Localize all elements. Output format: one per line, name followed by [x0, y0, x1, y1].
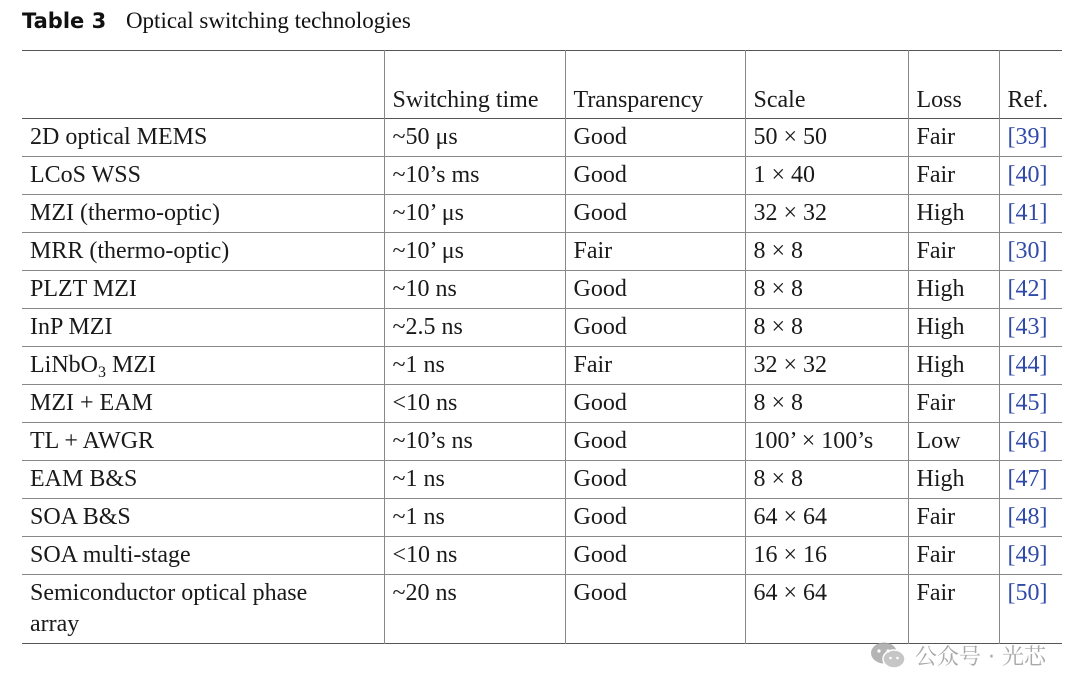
header-scale: Scale — [745, 51, 908, 119]
cell-technology: LCoS WSS — [30, 162, 141, 188]
cell-ref — [999, 385, 1062, 423]
cell-loss: High — [908, 195, 999, 233]
cell-loss: High — [908, 309, 999, 347]
cell-ref — [999, 119, 1062, 157]
cell-technology — [22, 347, 384, 385]
table-row — [22, 271, 1062, 309]
cell-scale: 64 × 64 — [745, 499, 908, 537]
table-number: Table 3 — [22, 9, 107, 33]
reference-link[interactable]: [49] — [1007, 542, 1048, 568]
table-caption — [22, 8, 411, 34]
cell-transparency: Good — [565, 461, 745, 499]
reference-link[interactable]: [40] — [1007, 162, 1048, 188]
header-loss: Loss — [908, 51, 999, 119]
cell-technology: InP MZI — [30, 314, 113, 340]
table-row — [22, 537, 1062, 575]
cell-loss: Fair — [908, 575, 999, 644]
table-row — [22, 157, 1062, 195]
cell-loss: High — [908, 347, 999, 385]
cell-transparency: Good — [565, 309, 745, 347]
cell-transparency: Good — [565, 385, 745, 423]
cell-transparency: Fair — [565, 347, 745, 385]
reference-link[interactable]: [47] — [1007, 466, 1048, 492]
cell-ref — [999, 499, 1062, 537]
cell-ref — [999, 271, 1062, 309]
cell-transparency: Good — [565, 271, 745, 309]
cell-ref — [999, 347, 1062, 385]
table-title: Optical switching technologies — [125, 8, 411, 33]
table-row — [22, 423, 1062, 461]
cell-scale: 1 × 40 — [745, 157, 908, 195]
cell-switching-time: <10 ns — [384, 537, 565, 575]
cell-loss: Fair — [908, 385, 999, 423]
cell-scale: 8 × 8 — [745, 461, 908, 499]
cell-switching-time: ~1 ns — [384, 461, 565, 499]
reference-link[interactable]: [43] — [1007, 314, 1048, 340]
cell-loss: Fair — [908, 537, 999, 575]
wechat-icon — [869, 641, 907, 671]
cell-technology: MRR (thermo-optic) — [30, 238, 230, 264]
cell-switching-time: ~10’ μs — [384, 233, 565, 271]
reference-link[interactable]: [46] — [1007, 428, 1048, 454]
cell-ref — [999, 195, 1062, 233]
tech-name-base: LiNbO — [30, 352, 98, 378]
cell-switching-time: ~2.5 ns — [384, 309, 565, 347]
cell-technology: SOA multi-stage — [30, 542, 191, 568]
subscript-3: 3 — [98, 364, 106, 381]
cell-scale: 8 × 8 — [745, 385, 908, 423]
cell-ref — [999, 575, 1062, 644]
cell-ref — [999, 461, 1062, 499]
table-row — [22, 195, 1062, 233]
reference-link[interactable]: [44] — [1007, 352, 1048, 378]
table-row — [22, 233, 1062, 271]
cell-switching-time: ~20 ns — [384, 575, 565, 644]
cell-transparency: Good — [565, 195, 745, 233]
cell-switching-time: ~10’ μs — [384, 195, 565, 233]
cell-scale: 64 × 64 — [745, 575, 908, 644]
cell-loss: Fair — [908, 499, 999, 537]
reference-link[interactable]: [50] — [1007, 580, 1048, 606]
cell-transparency: Good — [565, 423, 745, 461]
table-row — [22, 575, 1062, 644]
cell-scale: 8 × 8 — [745, 271, 908, 309]
cell-technology: TL + AWGR — [30, 428, 155, 454]
cell-transparency: Good — [565, 119, 745, 157]
reference-link[interactable]: [41] — [1007, 200, 1048, 226]
optical-switching-table — [22, 50, 1062, 644]
header-ref: Ref. — [999, 51, 1062, 119]
cell-scale: 32 × 32 — [745, 347, 908, 385]
cell-technology: PLZT MZI — [30, 276, 137, 302]
cell-switching-time: ~10’s ms — [384, 157, 565, 195]
cell-scale: 100’ × 100’s — [745, 423, 908, 461]
cell-loss: Low — [908, 423, 999, 461]
cell-switching-time: ~1 ns — [384, 347, 565, 385]
reference-link[interactable]: [30] — [1007, 238, 1048, 264]
table-row — [22, 385, 1062, 423]
cell-transparency: Fair — [565, 233, 745, 271]
cell-ref — [999, 157, 1062, 195]
cell-technology: Semiconductor optical phase array — [30, 580, 308, 637]
table-row — [22, 309, 1062, 347]
cell-switching-time: ~50 μs — [384, 119, 565, 157]
header-transparency: Transparency — [565, 51, 745, 119]
reference-link[interactable]: [39] — [1007, 124, 1048, 150]
watermark-text: 公众号 · 光芯 — [915, 645, 1046, 670]
reference-link[interactable]: [48] — [1007, 504, 1048, 530]
table-row — [22, 119, 1062, 157]
cell-loss: High — [908, 271, 999, 309]
cell-technology: 2D optical MEMS — [30, 124, 208, 150]
cell-ref — [999, 423, 1062, 461]
cell-transparency: Good — [565, 157, 745, 195]
header-switching-time: Switching time — [384, 51, 565, 119]
header-row — [22, 51, 1062, 119]
cell-loss: Fair — [908, 157, 999, 195]
table-row — [22, 347, 1062, 385]
cell-scale: 16 × 16 — [745, 537, 908, 575]
table-row — [22, 499, 1062, 537]
cell-loss: High — [908, 461, 999, 499]
cell-ref — [999, 309, 1062, 347]
cell-ref — [999, 537, 1062, 575]
cell-technology: MZI (thermo-optic) — [30, 200, 220, 226]
table-row — [22, 461, 1062, 499]
cell-switching-time: ~1 ns — [384, 499, 565, 537]
cell-transparency: Good — [565, 575, 745, 644]
cell-ref — [999, 233, 1062, 271]
cell-switching-time: ~10’s ns — [384, 423, 565, 461]
cell-scale: 8 × 8 — [745, 233, 908, 271]
cell-switching-time: <10 ns — [384, 385, 565, 423]
reference-link[interactable]: [45] — [1007, 390, 1048, 416]
cell-transparency: Good — [565, 537, 745, 575]
tech-name-suffix: MZI — [106, 352, 156, 378]
watermark — [869, 640, 1046, 671]
cell-scale: 8 × 8 — [745, 309, 908, 347]
cell-loss: Fair — [908, 233, 999, 271]
cell-transparency: Good — [565, 499, 745, 537]
cell-switching-time: ~10 ns — [384, 271, 565, 309]
cell-loss: Fair — [908, 119, 999, 157]
cell-technology: MZI + EAM — [30, 390, 153, 416]
header-technology — [22, 51, 384, 119]
reference-link[interactable]: [42] — [1007, 276, 1048, 302]
cell-scale: 50 × 50 — [745, 119, 908, 157]
cell-scale: 32 × 32 — [745, 195, 908, 233]
cell-technology: SOA B&S — [30, 504, 131, 530]
cell-technology: EAM B&S — [30, 466, 138, 492]
